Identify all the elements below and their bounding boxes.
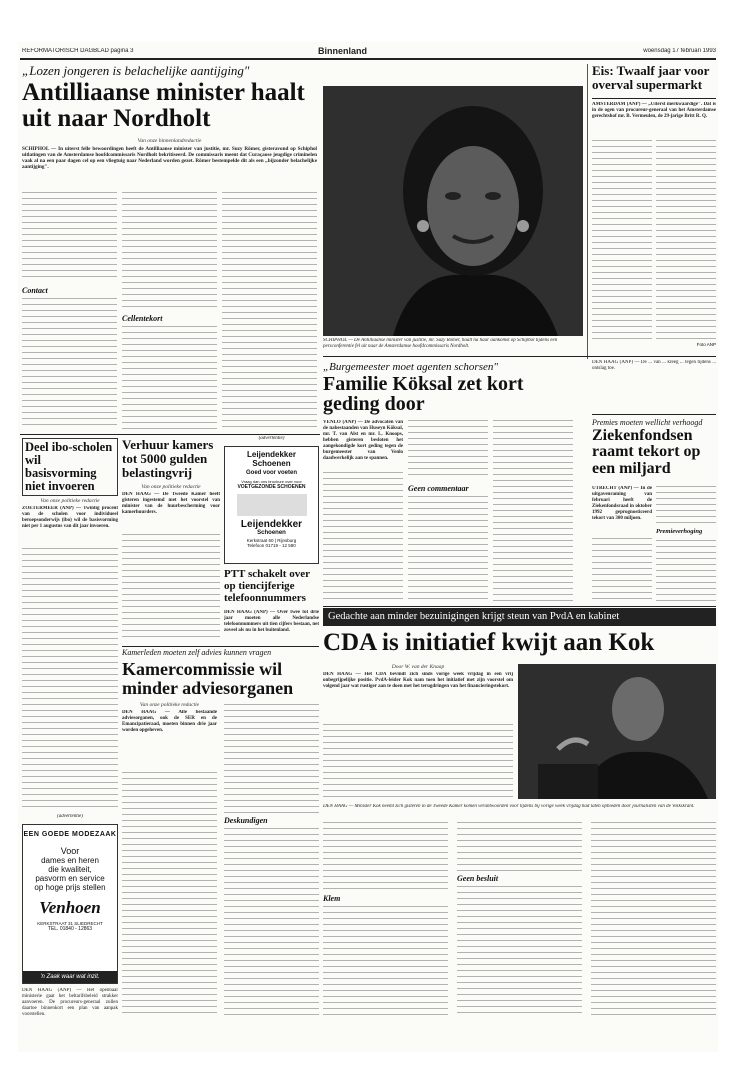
cda-intro: DEN HAAG — Het CDA bevindt zich sinds vorige week vrijdag in een vrij onbegrijpelijke positie. PvdA-leider Kok nam toen het initiatief met zijn voorstel om volgend jaar wat rustiger aan te doen met het terugdringen van het financieringstekort. — [323, 672, 513, 689]
ibo-box — [22, 438, 118, 496]
portrait-illustration — [323, 86, 583, 336]
koksal-col2-text — [408, 420, 488, 480]
lead-col1-text — [22, 192, 117, 282]
koksal-intro: VENLO (ANP) — De advocaten van de nabestaanden van Huseyn Köksal, mr. T. van Alst en mr. L. Knoops, hebben gisteren besloten het aangekondigde kort geding tegen de burgemeester van Venlo daadwerkelijk aan te spannen. — [323, 420, 403, 461]
lead-col3-text — [222, 192, 317, 430]
lead-subhead-cellentekort: Cellentekort — [122, 314, 163, 323]
cda-kicker-bar — [323, 608, 716, 626]
lead-col2-text-2 — [122, 326, 217, 430]
kok-illustration — [518, 664, 716, 799]
koksal-col1-text — [323, 472, 403, 602]
lead-col2-text — [122, 192, 217, 312]
kamer-intro: DEN HAAG — Alle bestaande adviesorganen, ook de SER en de Emancipatieraad, moeten binnen drie jaar worden opgeheven. — [122, 710, 217, 733]
koksal-subhead: Geen commentaar — [408, 484, 469, 493]
lead-kicker: „Lozen jongeren is belachelijke aantijging" — [22, 64, 250, 78]
ad2-brand-logo: Venhoen — [39, 898, 101, 917]
eis-intro: AMSTERDAM (ANP) — „Uiterst merkwaardige". Dat is in de ogen van procureur-generaal van het Amsterdamse gerechtshof mr. B. Vermeulen, de 29-jarige Britt R. Q. — [592, 102, 716, 119]
lead-subhead-contact: Contact — [22, 286, 48, 295]
kamer-subhead: Deskundigen — [224, 816, 268, 825]
koksal-col2-text-2 — [408, 496, 488, 602]
verhuur-body-text — [122, 534, 220, 642]
ad2-address: KERKSTRAAT 31 SLIEDRECHT — [37, 921, 103, 926]
ziekenfonds-col2-text-2 — [656, 540, 716, 602]
eis-rule — [592, 98, 716, 99]
koksal-kicker: „Burgemeester moet agenten schorsen" — [323, 361, 498, 373]
verhuur-headline: Verhuur kamers tot 5000 gulden belastingvrij — [122, 438, 214, 480]
ad1-brand-sub: Schoenen — [252, 459, 291, 468]
masthead-rule — [20, 58, 716, 60]
cda-col2-text — [457, 822, 582, 872]
eis-col2-text — [656, 140, 716, 340]
ziekenfonds-subhead: Premieverhoging — [656, 528, 703, 535]
cda-kicker: Gedachte aan minder bezuinigingen krijgt steun van PvdA en kabinet — [328, 611, 620, 622]
ad1-address: Kerkstraat 60 | Rijnsburg — [246, 538, 297, 543]
koksal-headline: Familie Köksal zet kort geding door — [323, 374, 524, 416]
cda-col3-text — [591, 822, 716, 1016]
ziekenfonds-headline: Ziekenfondsen raamt tekort op een miljard — [592, 428, 701, 477]
shoe-advertisement[interactable] — [224, 446, 319, 564]
ibo-headline: Deel ibo-scholen wil basisvorming niet invoeren — [25, 440, 113, 493]
ad1-highlight: VOETGEZONDE SCHOENEN — [237, 484, 306, 490]
kamer-kicker: Kamerleden moeten zelf advies kunnen vragen — [122, 648, 272, 657]
kamer-byline: Van onze politieke redactie — [139, 702, 200, 708]
cda-headline: CDA is initiatief kwijt aan Kok — [323, 630, 655, 656]
ad2-line2: dames en heren — [41, 856, 99, 865]
ad2-line3: die kwaliteit, — [48, 865, 92, 874]
ibo-body-text — [22, 548, 118, 810]
cda-body-text — [323, 724, 513, 802]
ad2-label: (advertentie) — [57, 814, 83, 819]
bottom-brief: DEN HAAG (ANP) — Het openbaar ministerie gaat het beltarifsbeleid strakker aanvoeren. De procureurs-generaal zullen daartoe binnenkort een plan van aanpak voorstellen. — [22, 988, 118, 1017]
ziekenfonds-col1-text — [592, 538, 652, 602]
kamer-col2-text-2 — [224, 828, 319, 1016]
ad2-arc-text: EEN GOEDE MODEZAAK — [23, 831, 117, 838]
ziekenfonds-kicker: Premies moeten wellicht verhoogd — [592, 418, 703, 427]
ptt-intro: DEN HAAG (ANP) — Over twee tot drie jaar moeten alle Nederlandse telefoonnummers uit tien cijfers bestaan, net zoveel als nu in het buitenland. — [224, 610, 319, 633]
ad1-label: (advertentie) — [258, 436, 285, 441]
cda-byline: Door W. van der Knaap — [391, 664, 445, 670]
cda-col1-text-2 — [323, 906, 448, 1016]
ad1-brand: Leijendekker — [247, 450, 296, 459]
lead-headline: Antilliaanse minister haalt uit naar Nordholt — [22, 80, 305, 132]
photo-bottom-rule — [323, 356, 716, 357]
minister-photo-caption: SCHIPHOL — De Antilliaanse minister van justitie, mr. Suzy Römer, haalt na haar aankomst op Schiphol tijdens een persconferentie fel uit naar de Amsterdamse hoofdcommissaris Nordholt. — [323, 338, 558, 349]
ibo-intro: ZOETERMEER (ANP) — Twintig procent van de scholen voor individueel beroepsonderwijs (ibo) wil de basisvorming niet per 1 augustus van dit jaar invoeren. — [22, 506, 118, 529]
koksal-side-brief: DEN HAAG (ANP) — De ... van ... kreeg ... tegen tijdens ... ontslag toe. — [592, 360, 716, 371]
verhuur-intro: DEN HAAG — De Tweede Kamer heeft gisteren ingestemd met het voorstel van minister van de huurbescherming voor kamerhuurders. — [122, 492, 220, 515]
lead-intro: SCHIPHOL — In uiterst felle bewoordingen heeft de Antilliaanse minister van justitie, mr. Suzy Römer, gisteravond op Schiphol uitlatingen van de Amsterdamse hoofdcommissaris Nordholt bekritiseerd. De commissaris meent dat Curaçaose jeugdige criminelen vaak al na een paar dagen cel op een vliegtuig naar Nederland worden gezet. Römer bestempelde dit als een „bijzonder belachelijke aantijging". — [22, 146, 317, 170]
kok-photo — [518, 664, 716, 799]
ad2-line1: Voor — [60, 846, 80, 856]
ad1-phone: Telefoon 01719 - 12 580 — [247, 543, 296, 548]
cda-subhead-klem: Klem — [323, 894, 341, 903]
ad1-text: Vraag dan ons brochure over voor — [241, 479, 302, 484]
ptt-headline: PTT schakelt over op tiencijferige telefoonnummers — [224, 568, 310, 604]
ad1-footer-name: Leijendekker — [240, 519, 303, 530]
kamer-headline: Kamercommissie wil minder adviesorganen — [122, 660, 294, 698]
ziekenfonds-col2-text — [656, 486, 716, 526]
section-title: Binnenland — [318, 46, 367, 56]
ziekenfonds-rule — [592, 414, 716, 415]
ad2-line5: op hoge prijs stellen — [34, 883, 106, 892]
kamer-col1-text — [122, 772, 217, 1016]
kamer-top-rule — [122, 646, 319, 647]
ad1-slogan: Goed voor voeten — [245, 470, 297, 476]
paper-name: REFORMATORISCH DAGBLAD pagina 3 — [22, 48, 134, 54]
eis-col1-text — [592, 140, 652, 340]
cda-col2-text-2 — [457, 886, 582, 1016]
lead-bottom-rule — [20, 434, 320, 435]
ad1-footer-sub: Schoenen — [257, 530, 286, 536]
eis-headline: Eis: Twaalf jaar voor overval supermarkt — [592, 64, 710, 92]
ad2-phone: TEL. 01840 - 12863 — [47, 926, 93, 932]
ibo-byline: Van onze politieke redactie — [40, 498, 100, 504]
cda-top-rule — [323, 606, 716, 607]
fashion-advertisement[interactable] — [22, 824, 118, 984]
eis-credit: Foto ANP — [696, 342, 716, 347]
minister-photo — [323, 86, 583, 336]
kok-photo-caption: DEN HAAG — Minister Kok neemt zich gisteren in de Tweede Kamer komen verantwoorden voor tijdens bij vorige week vrijdag had laten opbieden door journalisten van de Volkskrant. — [323, 804, 695, 809]
page-date: woensdag 17 februari 1993 — [643, 48, 716, 54]
lead-col1-text-2 — [22, 298, 117, 430]
newspaper-page — [18, 42, 718, 1052]
koksal-col3-text — [493, 420, 573, 602]
ad2-line4: pasvorm en service — [35, 874, 105, 883]
shoe-image — [237, 494, 307, 516]
cda-col1-text — [323, 822, 448, 892]
verhuur-byline: Van onze politieke redactie — [141, 484, 201, 490]
ad2-slogan: 'n Zaak waar wat inzit. — [23, 971, 117, 983]
cda-subhead-besluit: Geen besluit — [457, 874, 499, 883]
ziekenfonds-intro: UTRECHT (ANP) — In de uitgavenraming van februari heeft de Ziekenfondsraad in oktober 1992 geprognosticeerd tekort van 300 miljoen. — [592, 486, 652, 521]
kamer-col2-text — [224, 704, 319, 814]
column-rule — [587, 64, 588, 359]
lead-byline: Van onze binnenlandredactie — [137, 138, 202, 144]
